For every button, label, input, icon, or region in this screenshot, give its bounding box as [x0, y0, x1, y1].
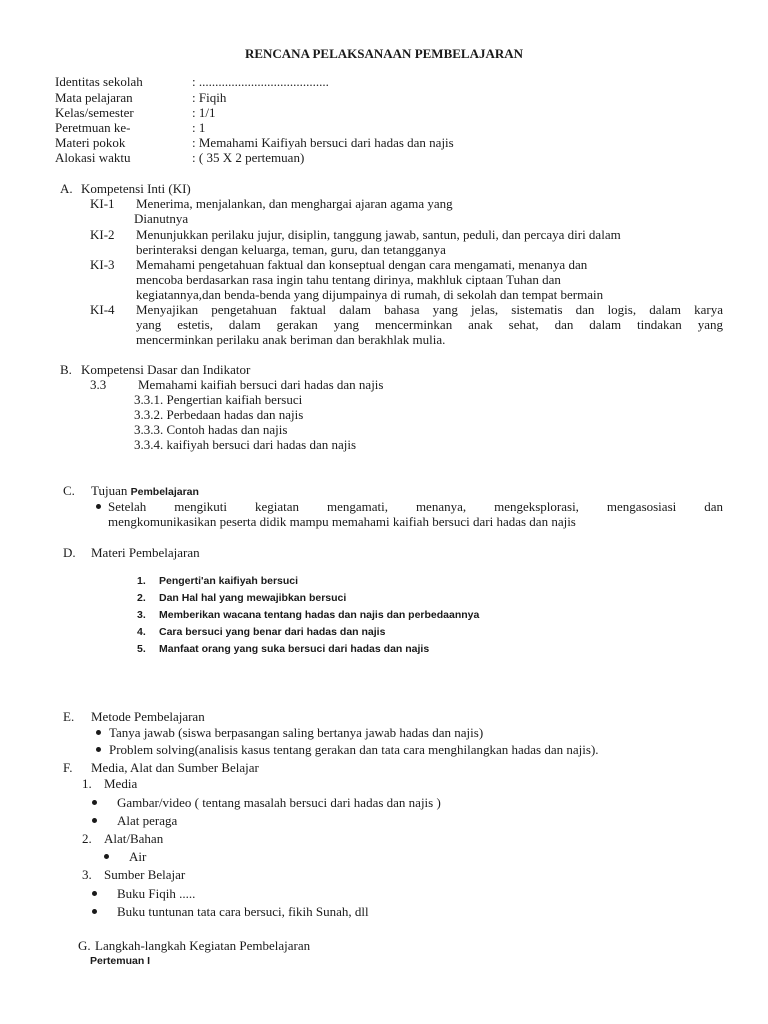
- ki-text: kegiatannya,dan benda-benda yang dijumpainya di rumah, di sekolah dan tempat bermain: [136, 287, 604, 302]
- identity-value-subject: : Fiqih: [192, 90, 227, 105]
- media-item: Gambar/video ( tentang masalah bersuci dari hadas dan najis ): [117, 795, 441, 810]
- ki-code: KI-2: [90, 227, 115, 242]
- media-group-title: Alat/Bahan: [104, 831, 164, 846]
- ki-text: Menerima, menjalankan, dan menghargai ajaran agama yang: [136, 196, 453, 211]
- bullet-dot: [92, 800, 97, 805]
- material-number: 2.: [137, 592, 146, 604]
- media-item: Buku tuntunan tata cara bersuci, fikih Sunah, dll: [117, 904, 369, 919]
- identity-value-class: : 1/1: [192, 105, 216, 120]
- bullet-dot: [96, 504, 101, 509]
- section-marker: D.: [63, 545, 76, 560]
- ki-text: mencoba berdasarkan rasa ingin tahu tentang dirinya, makhluk ciptaan Tuhan dan: [136, 272, 561, 287]
- section-marker: B.: [60, 362, 72, 377]
- bullet-dot: [104, 854, 109, 859]
- indicator-item: 3.3.1. Pengertian kaifiah bersuci: [134, 392, 303, 407]
- method-item: Tanya jawab (siswa berpasangan saling bertanya jawab hadas dan najis): [109, 725, 484, 740]
- material-number: 5.: [137, 643, 146, 655]
- media-item: Air: [129, 849, 147, 864]
- identity-value-school: : ........................................: [192, 74, 329, 89]
- identity-label-topic: Materi pokok: [55, 135, 126, 150]
- ki-text: Dianutnya: [134, 211, 189, 226]
- bullet-dot: [96, 730, 101, 735]
- material-item: Dan Hal hal yang mewajibkan bersuci: [159, 592, 347, 604]
- section-heading: Kompetensi Dasar dan Indikator: [81, 362, 251, 377]
- media-group-number: 1.: [82, 776, 92, 791]
- bullet-dot: [92, 891, 97, 896]
- ki-code: KI-3: [90, 257, 115, 272]
- bullet-dot: [96, 747, 101, 752]
- identity-label-subject: Mata pelajaran: [55, 90, 133, 105]
- media-item: Alat peraga: [117, 813, 178, 828]
- section-heading: Kompetensi Inti (KI): [81, 181, 191, 196]
- ki-text: Menyajikan pengetahuan faktual dalam bahasa yang jelas, sistematis dan logis, dalam karya: [136, 302, 723, 317]
- identity-value-time: : ( 35 X 2 pertemuan): [192, 150, 305, 165]
- identity-value-topic: : Memahami Kaifiyah bersuci dari hadas dan najis: [192, 135, 454, 150]
- section-heading: Materi Pembelajaran: [91, 545, 200, 560]
- kd-number: 3.3: [90, 377, 107, 392]
- identity-label-meeting: Peretmuan ke-: [55, 120, 131, 135]
- identity-label-school: Identitas sekolah: [55, 74, 143, 89]
- bullet-dot: [92, 818, 97, 823]
- kd-text: Memahami kaifiah bersuci dari hadas dan najis: [138, 377, 384, 392]
- section-marker: E.: [63, 709, 75, 724]
- objective-text: Setelah mengikuti kegiatan mengamati, menanya, mengeksplorasi, mengasosiasi dan: [108, 499, 723, 514]
- indicator-item: 3.3.2. Perbedaan hadas dan najis: [134, 407, 304, 422]
- indicator-item: 3.3.3. Contoh hadas dan najis: [134, 422, 288, 437]
- material-item: Memberikan wacana tentang hadas dan najis dan perbedaannya: [159, 609, 480, 621]
- material-number: 4.: [137, 626, 146, 638]
- ki-code: KI-4: [90, 302, 115, 317]
- identity-label-time: Alokasi waktu: [55, 150, 131, 165]
- page-title: RENCANA PELAKSANAAN PEMBELAJARAN: [244, 46, 524, 61]
- section-heading: Tujuan Pembelajaran: [91, 483, 199, 498]
- ki-text: yang estetis, dalam gerakan yang mencerminkan anak sehat, dan dalam tindakan yang: [136, 317, 723, 332]
- material-item: Manfaat orang yang suka bersuci dari hadas dan najis: [159, 643, 430, 655]
- section-heading: Langkah-langkah Kegiatan Pembelajaran: [95, 938, 311, 953]
- ki-text: Memahami pengetahuan faktual dan konseptual dengan cara mengamati, menanya dan: [136, 257, 588, 272]
- ki-text: berinteraksi dengan keluarga, teman, guru, dan tetangganya: [136, 242, 446, 257]
- ki-code: KI-1: [90, 196, 115, 211]
- section-heading: Metode Pembelajaran: [91, 709, 205, 724]
- media-group-number: 2.: [82, 831, 92, 846]
- indicator-item: 3.3.4. kaifiyah bersuci dari hadas dan najis: [134, 437, 357, 452]
- material-item: Pengerti'an kaifiyah bersuci: [159, 575, 299, 587]
- section-marker: A.: [60, 181, 73, 196]
- material-number: 3.: [137, 609, 146, 621]
- media-item: Buku Fiqih .....: [117, 886, 196, 901]
- media-group-title: Media: [104, 776, 138, 791]
- material-item: Cara bersuci yang benar dari hadas dan najis: [159, 626, 386, 638]
- section-heading: Media, Alat dan Sumber Belajar: [91, 760, 259, 775]
- section-marker: G.: [78, 938, 91, 953]
- ki-text: mencerminkan perilaku anak beriman dan berakhlak mulia.: [136, 332, 446, 347]
- section-marker: C.: [63, 483, 75, 498]
- media-group-title: Sumber Belajar: [104, 867, 186, 882]
- media-group-number: 3.: [82, 867, 92, 882]
- material-number: 1.: [137, 575, 146, 587]
- objective-text: mengkomunikasikan peserta didik mampu memahami kaifiah bersuci dari hadas dan najis: [108, 514, 576, 529]
- identity-value-meeting: : 1: [192, 120, 206, 135]
- bullet-dot: [92, 909, 97, 914]
- ki-text: Menunjukkan perilaku jujur, disiplin, tanggung jawab, santun, peduli, dan percaya diri dalam: [136, 227, 621, 242]
- method-item: Problem solving(analisis kasus tentang gerakan dan tata cara menghilangkan hadas dan najis).: [109, 742, 599, 757]
- meeting-label: Pertemuan I: [90, 955, 151, 967]
- identity-label-class: Kelas/semester: [55, 105, 134, 120]
- section-marker: F.: [63, 760, 73, 775]
